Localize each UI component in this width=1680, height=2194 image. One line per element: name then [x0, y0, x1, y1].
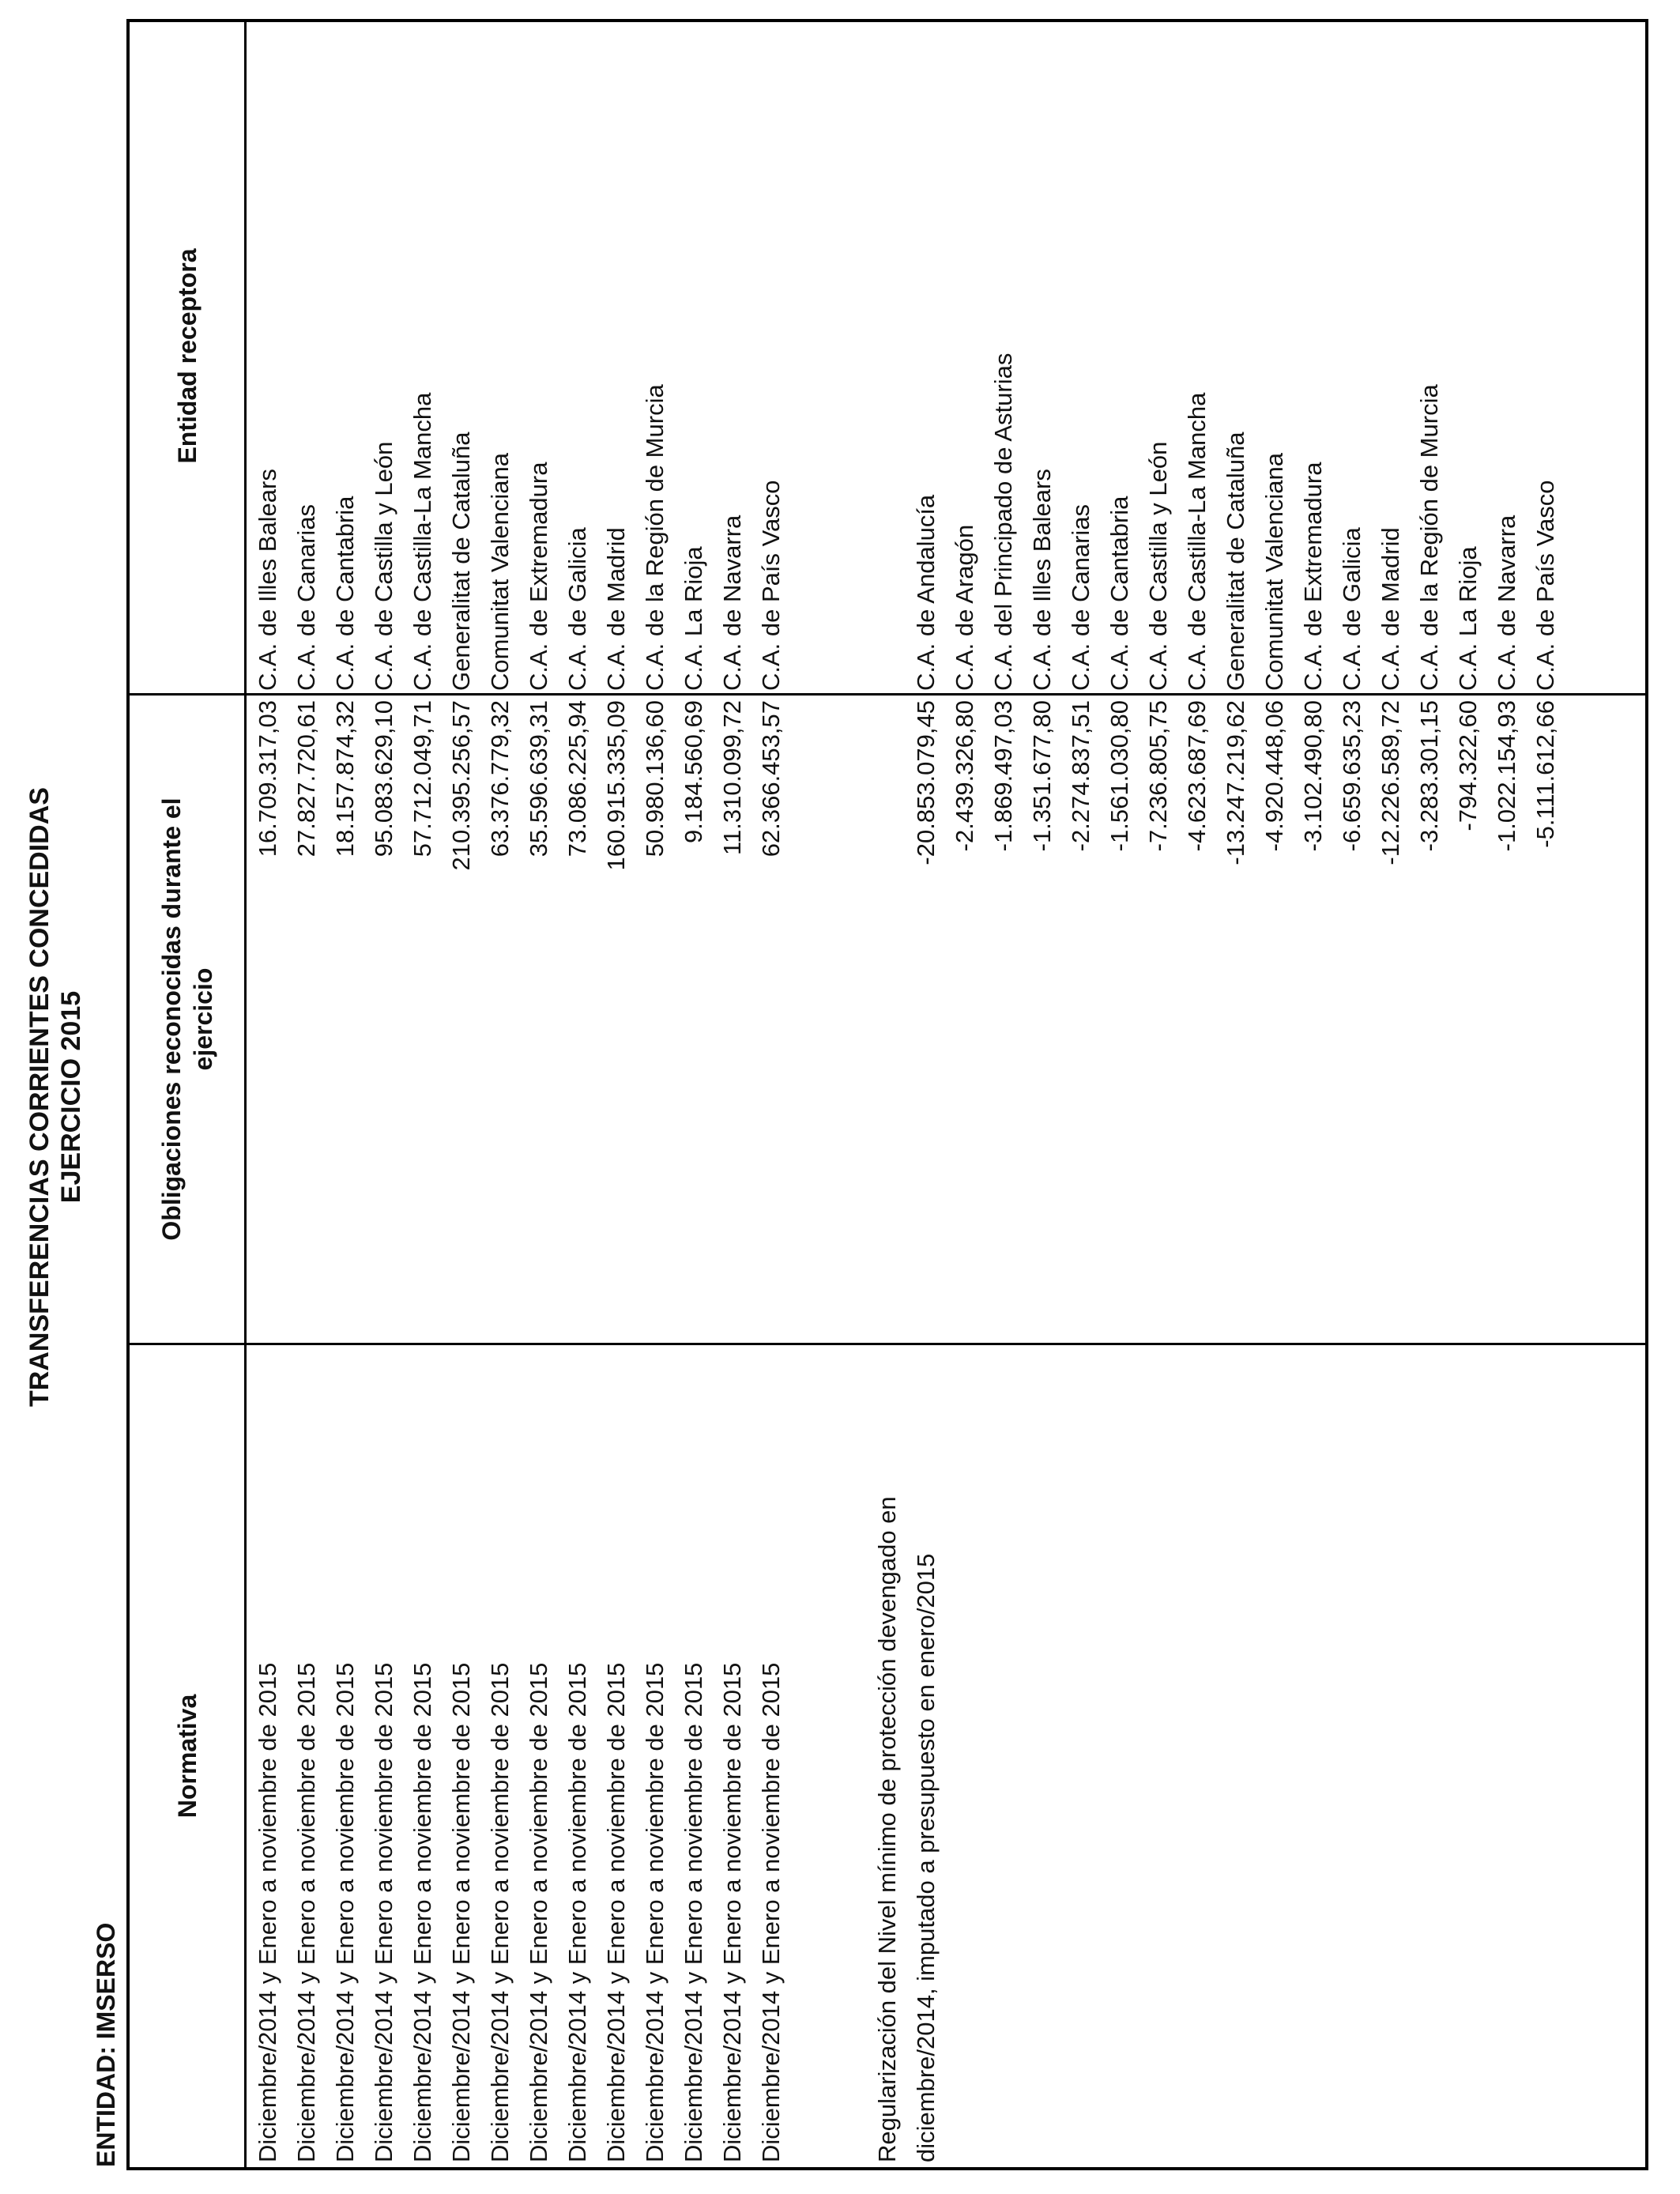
- amount-cell: -13.247.219,62: [1222, 700, 1249, 865]
- entity-cell: C.A. de Galicia: [563, 527, 591, 691]
- column-divider: [130, 1343, 1645, 1345]
- entity-cell: C.A. de Illes Balears: [1028, 469, 1056, 691]
- entity-cell: C.A. de Canarias: [1067, 503, 1094, 691]
- normativa-cell: Diciembre/2014 y Enero a noviembre de 2015: [447, 1662, 475, 2162]
- entity-cell: C.A. de Aragón: [951, 524, 978, 691]
- amount-cell: 18.157.874,32: [331, 700, 359, 858]
- amount-cell: 63.376.779,32: [486, 700, 514, 858]
- spacer: [829, 1496, 868, 2162]
- amount-cell: -2.439.326,80: [951, 700, 978, 852]
- amount-cell: -3.283.301,15: [1415, 700, 1443, 852]
- entity-cell: Comunitat Valenciana: [1260, 453, 1288, 691]
- entity-cell: C.A. de Castilla-La Mancha: [1183, 392, 1211, 691]
- amount-cell: -7.236.805,75: [1144, 700, 1172, 852]
- amount-cell: -1.869.497,03: [989, 700, 1017, 852]
- entity-cell: C.A. de Cantabria: [331, 496, 359, 691]
- normativa-cell: Regularización del Nivel mínimo de protección devengado en: [873, 1496, 901, 2162]
- amount-cell: 50.980.136,60: [641, 700, 669, 858]
- amount-cell: -12.226.589,72: [1377, 700, 1404, 865]
- spacer: [829, 353, 868, 691]
- entity-cell: C.A. de Castilla y León: [370, 441, 397, 691]
- entity-cell: Generalitat de Cataluña: [1222, 432, 1249, 691]
- transfers-table: [126, 19, 1648, 2170]
- entity-cell: C.A. de Extremadura: [525, 462, 552, 691]
- header-obligaciones: Obligaciones reconocidas durante el ejercicio: [156, 797, 217, 1241]
- title-line-2: EJERCICIO 2015: [56, 990, 86, 1204]
- normativa-cell: Diciembre/2014 y Enero a noviembre de 2015: [370, 1662, 397, 2162]
- spacer: [790, 700, 829, 1343]
- entity-cell: C.A. de Extremadura: [1299, 462, 1327, 691]
- header-normativa: Normativa: [172, 1694, 202, 1819]
- header-entidad: Entidad receptora: [172, 248, 202, 464]
- amount-cell: 11.310.099,72: [718, 700, 746, 855]
- normativa-cell: Diciembre/2014 y Enero a noviembre de 2015: [525, 1662, 552, 2162]
- amount-cell: -6.659.635,23: [1338, 700, 1365, 852]
- amount-cell: 9.184.560,69: [680, 700, 707, 844]
- normativa-cell: Diciembre/2014 y Enero a noviembre de 2015: [331, 1662, 359, 2162]
- amounts-column: [248, 700, 1565, 1343]
- normativa-cell: Diciembre/2014 y Enero a noviembre de 2015: [718, 1662, 746, 2162]
- entity-cell: C.A. de Castilla y León: [1144, 441, 1172, 691]
- entity-cell: C.A. de Galicia: [1338, 527, 1365, 691]
- normativa-cell: Diciembre/2014 y Enero a noviembre de 2015: [602, 1662, 630, 2162]
- header-divider: [244, 22, 247, 2167]
- normativa-cell: Diciembre/2014 y Enero a noviembre de 2015: [680, 1662, 707, 2162]
- normativa-column: [248, 1496, 945, 2162]
- amount-cell: 27.827.720,61: [292, 700, 320, 858]
- amount-cell: 16.709.317,03: [254, 700, 281, 858]
- amount-cell: 95.083.629,10: [370, 700, 397, 858]
- normativa-cell: Diciembre/2014 y Enero a noviembre de 2015: [254, 1662, 281, 2162]
- column-divider: [130, 693, 1645, 696]
- amount-cell: -1.022.154,93: [1493, 700, 1520, 852]
- spacer: [790, 1496, 829, 2162]
- amount-cell: 35.596.639,31: [525, 700, 552, 858]
- entity-cell: C.A. de Canarias: [292, 503, 320, 691]
- amount-cell: -3.102.490,80: [1299, 700, 1327, 852]
- amount-cell: 73.086.225,94: [563, 700, 591, 858]
- entity-cell: C.A. de la Región de Murcia: [641, 384, 669, 691]
- page-title: [24, 0, 87, 2194]
- spacer: [829, 700, 868, 1343]
- spacer: [790, 353, 829, 691]
- entity-cell: C.A. de Castilla-La Mancha: [409, 392, 436, 691]
- amount-cell: 160.915.335,09: [602, 700, 630, 871]
- amount-cell: 57.712.049,71: [409, 700, 436, 858]
- normativa-cell: Diciembre/2014 y Enero a noviembre de 2015: [563, 1662, 591, 2162]
- entity-cell: C.A. de Andalucía: [912, 494, 940, 691]
- normativa-cell: Diciembre/2014 y Enero a noviembre de 2015: [409, 1662, 436, 2162]
- amount-cell: -20.853.079,45: [912, 700, 940, 865]
- spacer: [868, 700, 906, 1343]
- entity-cell: C.A. de Cantabria: [1106, 496, 1133, 691]
- amount-cell: -5.111.612,66: [1531, 700, 1559, 848]
- amount-cell: -4.623.687,69: [1183, 700, 1211, 852]
- entity-cell: C.A. del Principado de Asturias: [989, 352, 1017, 691]
- amount-cell: -794.322,60: [1454, 700, 1482, 831]
- entity-cell: C.A. de la Región de Murcia: [1415, 384, 1443, 691]
- amount-cell: -2.274.837,51: [1067, 700, 1094, 852]
- entity-cell: C.A. de Navarra: [718, 515, 746, 691]
- title-line-1: TRANSFERENCIAS CORRIENTES CONCEDIDAS: [24, 787, 55, 1407]
- entity-cell: C.A. de País Vasco: [1531, 480, 1559, 691]
- entity-cell: C.A. de Navarra: [1493, 515, 1520, 691]
- entity-cell: C.A. de Madrid: [1377, 527, 1404, 691]
- entity-label: ENTIDAD: IMSERSO: [92, 1922, 120, 2167]
- entities-column: [248, 353, 1565, 691]
- amount-cell: -1.351.677,80: [1028, 700, 1056, 852]
- entity-cell: C.A. La Rioja: [680, 546, 707, 691]
- entity-cell: C.A. La Rioja: [1454, 546, 1482, 691]
- amount-cell: -1.561.030,80: [1106, 700, 1133, 852]
- entity-cell: C.A. de Madrid: [602, 527, 630, 691]
- normativa-cell: diciembre/2014, imputado a presupuesto en enero/2015: [912, 1553, 940, 2162]
- normativa-cell: Diciembre/2014 y Enero a noviembre de 2015: [292, 1662, 320, 2162]
- spacer: [868, 353, 906, 691]
- amount-cell: -4.920.448,06: [1260, 700, 1288, 852]
- normativa-cell: Diciembre/2014 y Enero a noviembre de 2015: [757, 1662, 785, 2162]
- normativa-cell: Diciembre/2014 y Enero a noviembre de 2015: [641, 1662, 669, 2162]
- normativa-cell: Diciembre/2014 y Enero a noviembre de 2015: [486, 1662, 514, 2162]
- amount-cell: 62.366.453,57: [757, 700, 785, 858]
- entity-cell: Generalitat de Cataluña: [447, 432, 475, 691]
- amount-cell: 210.395.256,57: [447, 700, 475, 871]
- entity-cell: C.A. de País Vasco: [757, 480, 785, 691]
- entity-cell: C.A. de Illes Balears: [254, 469, 281, 691]
- entity-cell: Comunitat Valenciana: [486, 453, 514, 691]
